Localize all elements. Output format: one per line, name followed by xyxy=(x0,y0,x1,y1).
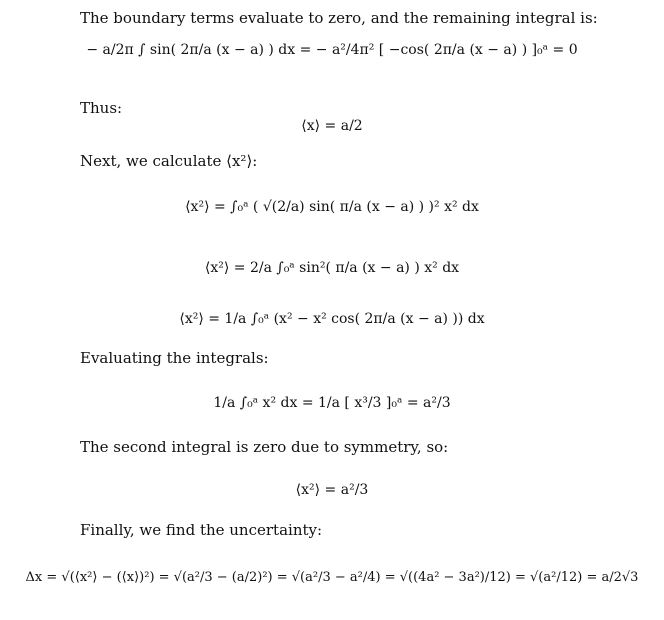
paragraph-uncertainty: Finally, we find the uncertainty: xyxy=(80,521,323,539)
equation-x2-integral xyxy=(0,393,664,413)
paragraph-thus: Thus: xyxy=(80,99,123,117)
equation-text: ⟨x²⟩ = 2/a ∫₀ᵃ sin²( π/a (x − a) ) x² dx xyxy=(204,260,460,276)
equation-x2-result xyxy=(0,480,664,500)
equation-text: ⟨x²⟩ = 1/a ∫₀ᵃ (x² − x² cos( 2π/a (x − a) )) dx xyxy=(179,311,485,327)
equation-boundary-integral xyxy=(0,40,664,60)
equation-x2-sin-squared xyxy=(0,258,664,278)
equation-x2-cos xyxy=(0,309,664,329)
equation-text: 1/a ∫₀ᵃ x² dx = 1/a [ x³/3 ]₀ᵃ = a²/3 xyxy=(213,395,451,411)
equation-text: Δx = √(⟨x²⟩ − (⟨x⟩)²) = √(a²/3 − (a/2)²) = √(a²/3 − a²/4) = √((4a² − 3a²)/12) = √(a²/12) = a/2√3 xyxy=(25,570,639,585)
equation-text: − a/2π ∫ sin( 2π/a (x − a) ) dx = − a²/4π² [ −cos( 2π/a (x − a) ) ]₀ᵃ = 0 xyxy=(86,42,578,58)
equation-text: ⟨x²⟩ = ∫₀ᵃ ( √(2/a) sin( π/a (x − a) ) )² x² dx xyxy=(185,199,479,215)
equation-x2-definition xyxy=(0,197,664,217)
equation-delta-x xyxy=(0,568,664,588)
equation-expectation-x xyxy=(0,116,664,136)
paragraph-evaluating: Evaluating the integrals: xyxy=(80,349,269,367)
paragraph-symmetry: The second integral is zero due to symmetry, so: xyxy=(80,438,449,456)
paragraph-boundary-terms: The boundary terms evaluate to zero, and the remaining integral is: xyxy=(80,9,598,27)
paragraph-next-calc: Next, we calculate ⟨x²⟩: xyxy=(80,152,258,170)
equation-text: ⟨x²⟩ = a²/3 xyxy=(295,482,369,498)
equation-text: ⟨x⟩ = a/2 xyxy=(301,118,363,134)
